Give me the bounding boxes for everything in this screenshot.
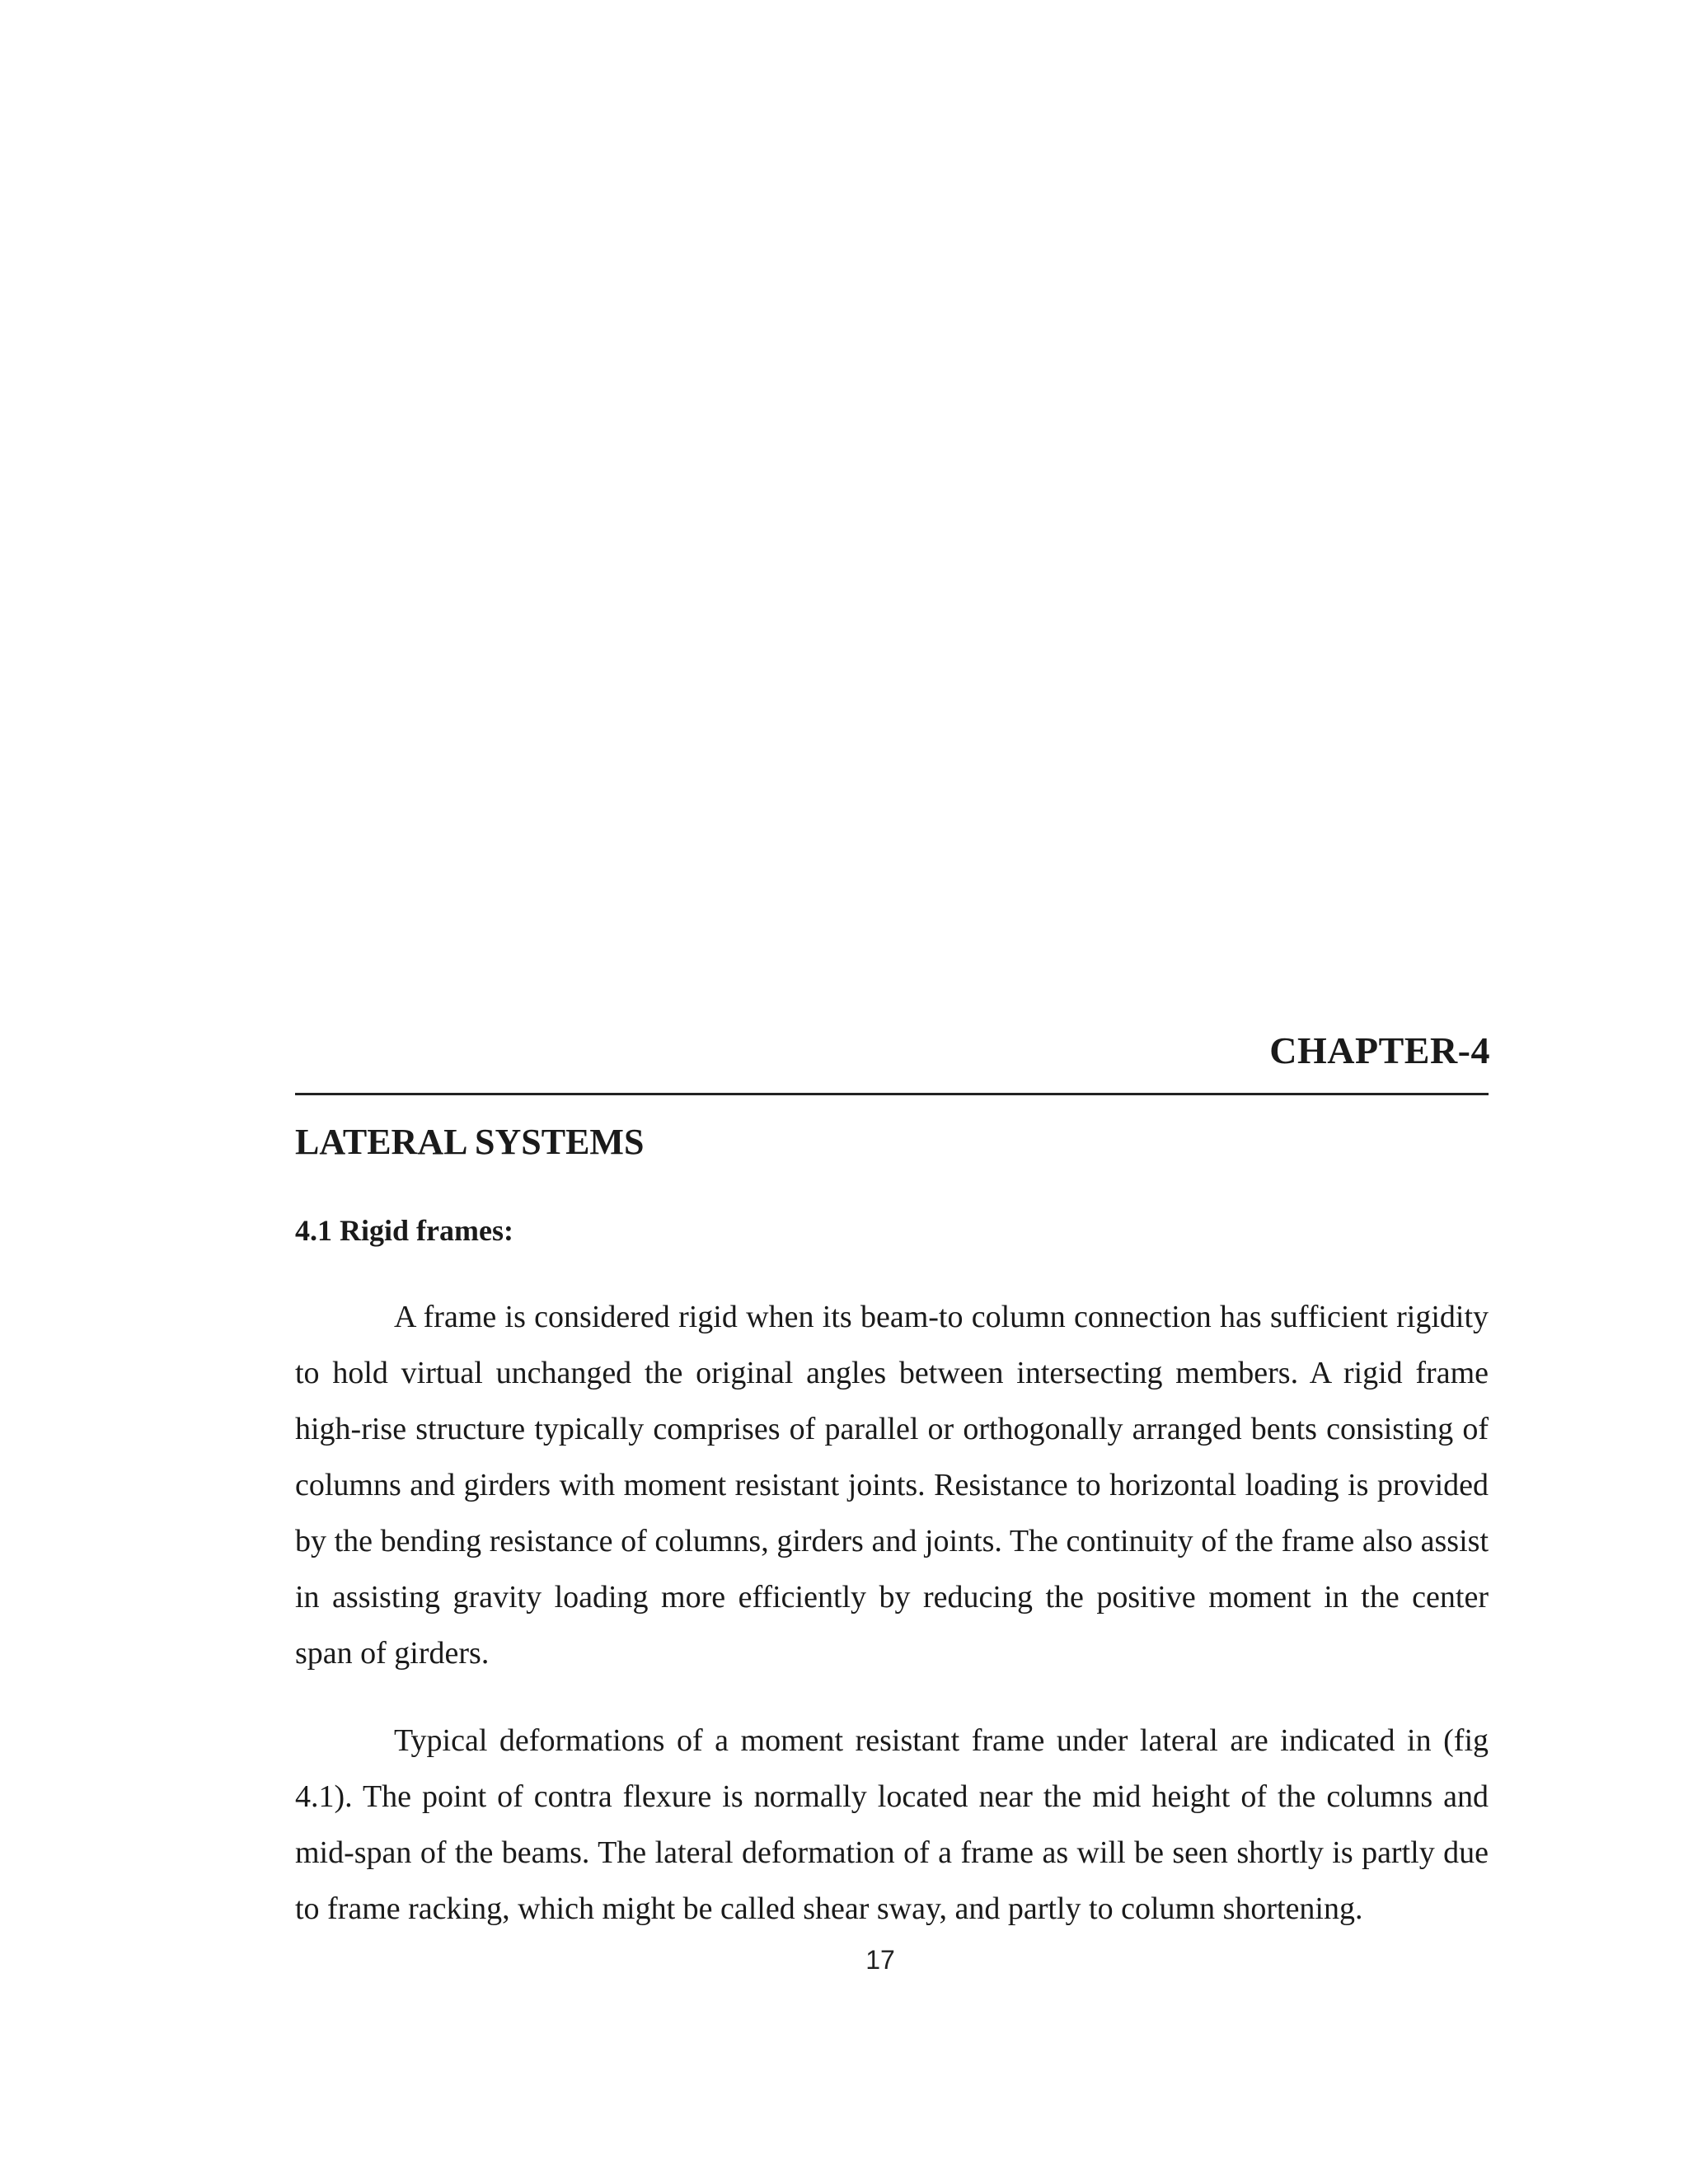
section-title: LATERAL SYSTEMS bbox=[295, 1122, 645, 1162]
chapter-divider bbox=[295, 1093, 1489, 1095]
chapter-label: CHAPTER-4 bbox=[1269, 1029, 1490, 1071]
page-number: 17 bbox=[865, 1945, 895, 1975]
body-paragraph-1 bbox=[295, 1289, 1489, 1681]
paragraph-text: Typical deformations of a moment resistant frame under lateral are indicated in (fig 4.1). The point of contra flexure is normally located near the mid height of the columns and mid-span of the beams. The lateral deformation of a frame as will be seen shortly is partly due to frame racking, which might be called shear sway, and partly to column shortening. bbox=[295, 1723, 1489, 1926]
subsection-title: 4.1 Rigid frames: bbox=[295, 1214, 513, 1247]
paragraph-text: A frame is considered rigid when its beam-to column connection has sufficient rigidity to hold virtual unchanged the original angles between intersecting members. A rigid frame high-rise structure typically comprises of parallel or orthogonally arranged bents consisting of columns and girders with moment resistant joints. Resistance to horizontal loading is provided by the bending resistance of columns, girders and joints. The continuity of the frame also assist in assisting gravity loading more efficiently by reducing the positive moment in the center span of girders. bbox=[295, 1300, 1489, 1671]
body-paragraph-2 bbox=[295, 1713, 1489, 1937]
